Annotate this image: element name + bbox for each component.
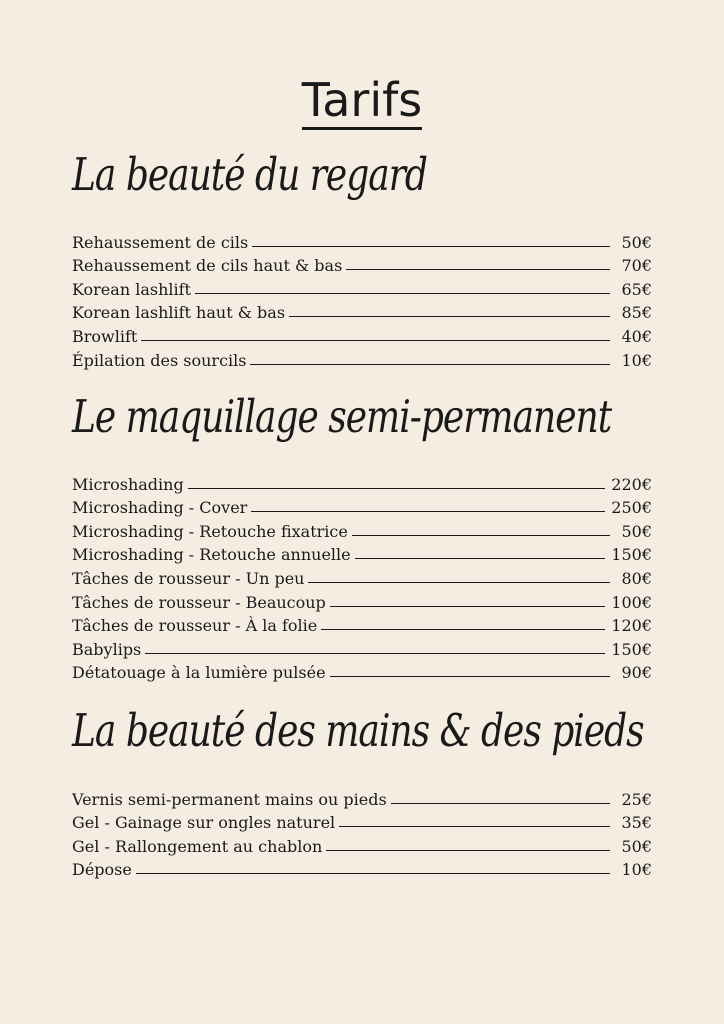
item-name: Korean lashlift xyxy=(72,279,191,299)
price-row xyxy=(72,588,652,612)
leader-line xyxy=(252,246,610,247)
item-name: Browlift xyxy=(72,326,138,346)
page-title-text: Tarifs xyxy=(302,73,423,130)
item-price: 120€ xyxy=(611,616,652,636)
item-name: Épilation des sourcils xyxy=(72,350,247,370)
leader-line xyxy=(250,364,610,365)
item-name: Rehaussement de cils haut & bas xyxy=(72,256,343,276)
price-list-mains-pieds xyxy=(72,785,652,879)
leader-line xyxy=(346,269,610,270)
item-name: Babylips xyxy=(72,639,142,659)
section-heading-maquillage: Le maquillage semi-permanent xyxy=(72,392,612,444)
item-name: Détatouage à la lumière pulsée xyxy=(72,663,326,683)
item-name: Microshading - Cover xyxy=(72,498,248,518)
leader-line xyxy=(339,826,610,827)
item-price: 90€ xyxy=(621,663,652,683)
item-price: 40€ xyxy=(621,326,652,346)
leader-line xyxy=(355,558,606,559)
item-price: 50€ xyxy=(621,521,652,541)
item-name: Dépose xyxy=(72,860,132,880)
price-row xyxy=(72,517,652,541)
item-name: Gel - Rallongement au chablon xyxy=(72,836,323,856)
price-row xyxy=(72,494,652,518)
price-row xyxy=(72,346,652,370)
price-row xyxy=(72,228,652,252)
price-row xyxy=(72,785,652,809)
item-name: Gel - Gainage sur ongles naturel xyxy=(72,813,336,833)
price-row xyxy=(72,299,652,323)
item-price: 50€ xyxy=(621,836,652,856)
leader-line xyxy=(136,873,610,874)
item-name: Tâches de rousseur - Beaucoup xyxy=(72,592,326,612)
item-price: 70€ xyxy=(621,256,652,276)
item-name: Microshading - Retouche annuelle xyxy=(72,545,351,565)
price-row xyxy=(72,832,652,856)
price-row xyxy=(72,252,652,276)
item-price: 65€ xyxy=(621,279,652,299)
item-price: 250€ xyxy=(611,498,652,518)
item-name: Korean lashlift haut & bas xyxy=(72,303,286,323)
leader-line xyxy=(141,340,610,341)
leader-line xyxy=(321,629,605,630)
item-price: 80€ xyxy=(621,568,652,588)
leader-line xyxy=(352,535,610,536)
leader-line xyxy=(326,850,610,851)
item-price: 25€ xyxy=(621,789,652,809)
page-title xyxy=(0,72,724,128)
price-row xyxy=(72,856,652,880)
price-row xyxy=(72,612,652,636)
leader-line xyxy=(330,676,610,677)
item-price: 85€ xyxy=(621,303,652,323)
leader-line xyxy=(251,511,605,512)
item-name: Microshading - Retouche fixatrice xyxy=(72,521,348,541)
leader-line xyxy=(330,606,605,607)
item-price: 10€ xyxy=(621,350,652,370)
leader-line xyxy=(195,293,610,294)
item-name: Rehaussement de cils xyxy=(72,232,249,252)
item-price: 50€ xyxy=(621,232,652,252)
item-price: 150€ xyxy=(611,545,652,565)
price-row xyxy=(72,564,652,588)
item-price: 100€ xyxy=(611,592,652,612)
leader-line xyxy=(145,653,605,654)
price-list-maquillage xyxy=(72,470,652,682)
item-name: Tâches de rousseur - À la folie xyxy=(72,616,318,636)
price-row xyxy=(72,470,652,494)
price-row xyxy=(72,322,652,346)
item-price: 35€ xyxy=(621,813,652,833)
item-name: Tâches de rousseur - Un peu xyxy=(72,568,305,588)
item-price: 10€ xyxy=(621,860,652,880)
price-row xyxy=(72,635,652,659)
leader-line xyxy=(308,582,610,583)
item-price: 220€ xyxy=(611,474,652,494)
item-price: 150€ xyxy=(611,639,652,659)
price-list-regard xyxy=(72,228,652,370)
leader-line xyxy=(188,488,606,489)
item-name: Microshading xyxy=(72,474,184,494)
leader-line xyxy=(391,803,610,804)
price-row xyxy=(72,275,652,299)
section-heading-mains-pieds: La beauté des mains & des pieds xyxy=(72,706,644,758)
price-row xyxy=(72,809,652,833)
price-row xyxy=(72,659,652,683)
price-row xyxy=(72,541,652,565)
item-name: Vernis semi-permanent mains ou pieds xyxy=(72,789,387,809)
section-heading-regard: La beauté du regard xyxy=(72,150,427,202)
leader-line xyxy=(289,316,610,317)
